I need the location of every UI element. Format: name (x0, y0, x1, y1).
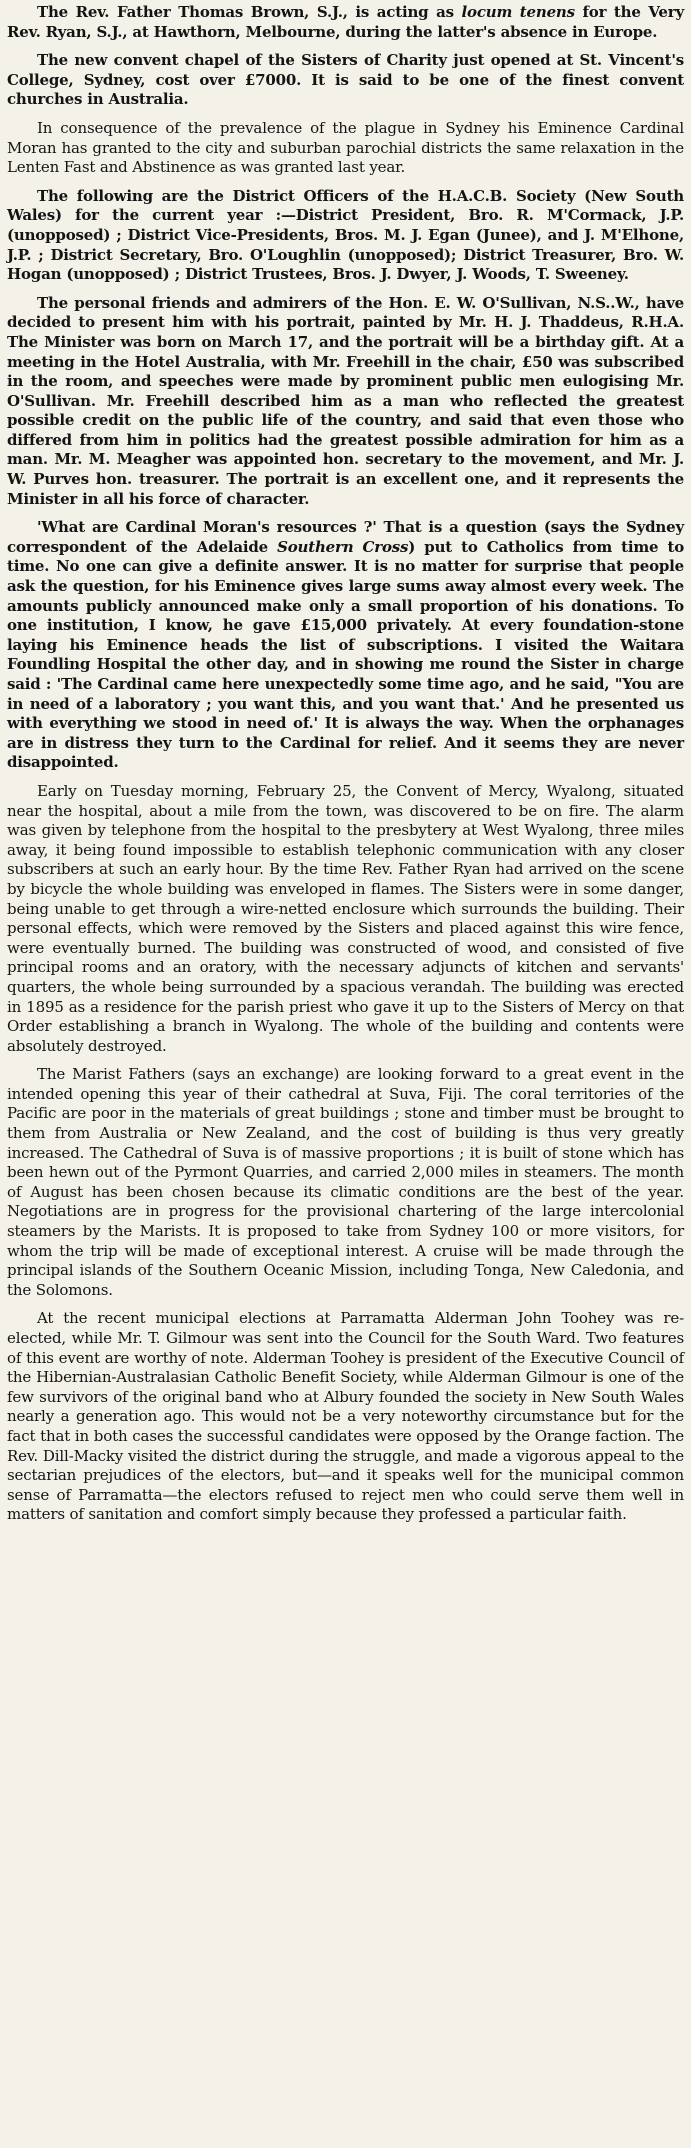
news-paragraph-8 (7, 1065, 684, 1300)
text-run: At the recent municipal elections at Parramatta Alderman John Toohey was re-elected, while Mr. T. Gilmour was sent into the Council for the South Ward. Two features of this event are worthy of note. Alderman Toohey is president of the Executive Council of the Hibernian-Australasian Catholic Benefit Society, while Alderman Gilmour is one of the few survivors of the original band who at Albury founded the society in New South Wales nearly a generation ago. This would not be a very noteworthy circumstance but for the fact that in both cases the successful candidates were opposed by the Orange faction. The Rev. Dill-Macky visited the district during the struggle, and made a vigorous appeal to the sectarian prejudices of the electors, but—and it speaks well for the municipal common sense of Parramatta—the electors refused to reject men who could serve them well in matters of sanitation and comfort simply because they professed a particular faith. (7, 1309, 684, 1524)
italic-text-run: Southern Cross (277, 537, 409, 556)
text-run: The Marist Fathers (says an exchange) are looking forward to a great event in the intended opening this year of their cathedral at Suva, Fiji. The coral territories of the Pacific are poor in the materials of great buildings ; stone and timber must be brought to them from Australia or New Zealand, and the cost of building is thus very greatly increased. The Cathedral of Suva is of massive proportions ; it is built of stone which has been hewn out of the Pyrmont Quarries, and carried 2,000 miles in steamers. The month of August has been chosen because its climatic conditions are the best of the year. Negotiations are in progress for the provisional chartering of the large intercolonial steamers by the Marists. It is proposed to take from Sydney 100 or more visitors, for whom the trip will be made of exceptional interest. A cruise will be made through the principal islands of the Southern Oceanic Mission, including Tonga, New Caledonia, and the Solomons. (7, 1065, 684, 1299)
text-run: for the Very Rev. Ryan, S.J., at Hawthorn, Melbourne, during the latter's absence in Europe. (7, 3, 684, 41)
news-paragraph-2 (7, 51, 684, 110)
news-paragraph-3 (7, 119, 684, 178)
text-run: ) put to Catholics from time to time. No one can give a definite answer. It is no matter for surprise that people ask the question, for his Eminence gives large sums away almost every week. The amounts publicly announced make only a small proportion of his donations. To one institution, I know, he gave £15,000 privately. At every foundation-stone laying his Eminence heads the list of subscriptions. I visited the Waitara Foundling Hospital the other day, and in showing me round the Sister in charge said : 'The Cardinal came here unexpectedly some time ago, and he said, "You are in need of a laboratory ; you want this, and you want that.' And he presented us with everything we stood in need of.' It is always the way. When the orphanages are in distress they turn to the Cardinal for relief. And it seems they are never disappointed. (7, 537, 684, 772)
text-run: The new convent chapel of the Sisters of Charity just opened at St. Vincent's College, Sydney, cost over £7000. It is said to be one of the finest convent churches in Australia. (7, 51, 684, 109)
text-run: The Rev. Father Thomas Brown, S.J., is acting as (37, 3, 462, 21)
news-paragraph-5 (7, 294, 684, 510)
text-run: The following are the District Officers of the H.A.C.B. Society (New South Wales) for the current year :—District President, Bro. R. M'Cormack, J.P. (unopposed) ; District Vice-Presidents, Bros. M. J. Egan (Junee), and J. M'Elhone, J.P. ; District Secretary, Bro. O'Loughlin (unopposed); District Treasurer, Bro. W. Hogan (unopposed) ; District Trustees, Bros. J. Dwyer, J. Woods, T. Sweeney. (7, 186, 684, 284)
italic-text-run: locum tenens (461, 3, 575, 21)
news-paragraph-7 (7, 782, 684, 1056)
news-paragraph-9 (7, 1309, 684, 1525)
text-run: Early on Tuesday morning, February 25, the Convent of Mercy, Wyalong, situated near the hospital, about a mile from the town, was discovered to be on fire. The alarm was given by telephone from the hospital to the presbytery at West Wyalong, three miles away, it being found impossible to establish telephonic communication with any closer subscribers at such an early hour. By the time Rev. Father Ryan had arrived on the scene by bicycle the whole building was enveloped in flames. The Sisters were in some danger, being unable to get through a wire-netted enclosure which surrounds the building. Their personal effects, which were removed by the Sisters and placed against this wire fence, were eventually burned. The building was constructed of wood, and consisted of five principal rooms and an oratory, with the necessary adjuncts of kitchen and servants' quarters, the whole being surrounded by a spacious verandah. The building was erected in 1895 as a residence for the parish priest who gave it up to the Sisters of Mercy on that Order establishing a branch in Wyalong. The whole of the building and contents were absolutely destroyed. (7, 781, 684, 1055)
news-paragraph-1 (7, 3, 684, 42)
text-run: 'What are Cardinal Moran's resources ?' That is a question (says the Sydney correspondent of the Adelaide (7, 518, 684, 556)
news-paragraph-4 (7, 187, 684, 285)
text-run: In consequence of the prevalence of the plague in Sydney his Eminence Cardinal Moran has granted to the city and suburban parochial districts the same relaxation in the Lenten Fast and Abstinence as was granted last year. (7, 118, 684, 177)
text-run: The personal friends and admirers of the Hon. E. W. O'Sullivan, N.S..W., have decided to present him with his portrait, painted by Mr. H. J. Thaddeus, R.H.A. The Minister was born on March 17, and the portrait will be a birthday gift. At a meeting in the Hotel Australia, with Mr. Freehill in the chair, £50 was subscribed in the room, and speeches were made by prominent public men eulogising Mr. O'Sullivan. Mr. Freehill described him as a man who reflected the greatest possible credit on the public life of the country, and said that even those who differed from him in politics had the greatest possible admiration for him as a man. Mr. M. Meagher was appointed hon. secretary to the movement, and Mr. J. W. Purves hon. treasurer. The portrait is an excellent one, and it represents the Minister in all his force of character. (7, 293, 684, 508)
news-paragraph-6 (7, 518, 684, 773)
